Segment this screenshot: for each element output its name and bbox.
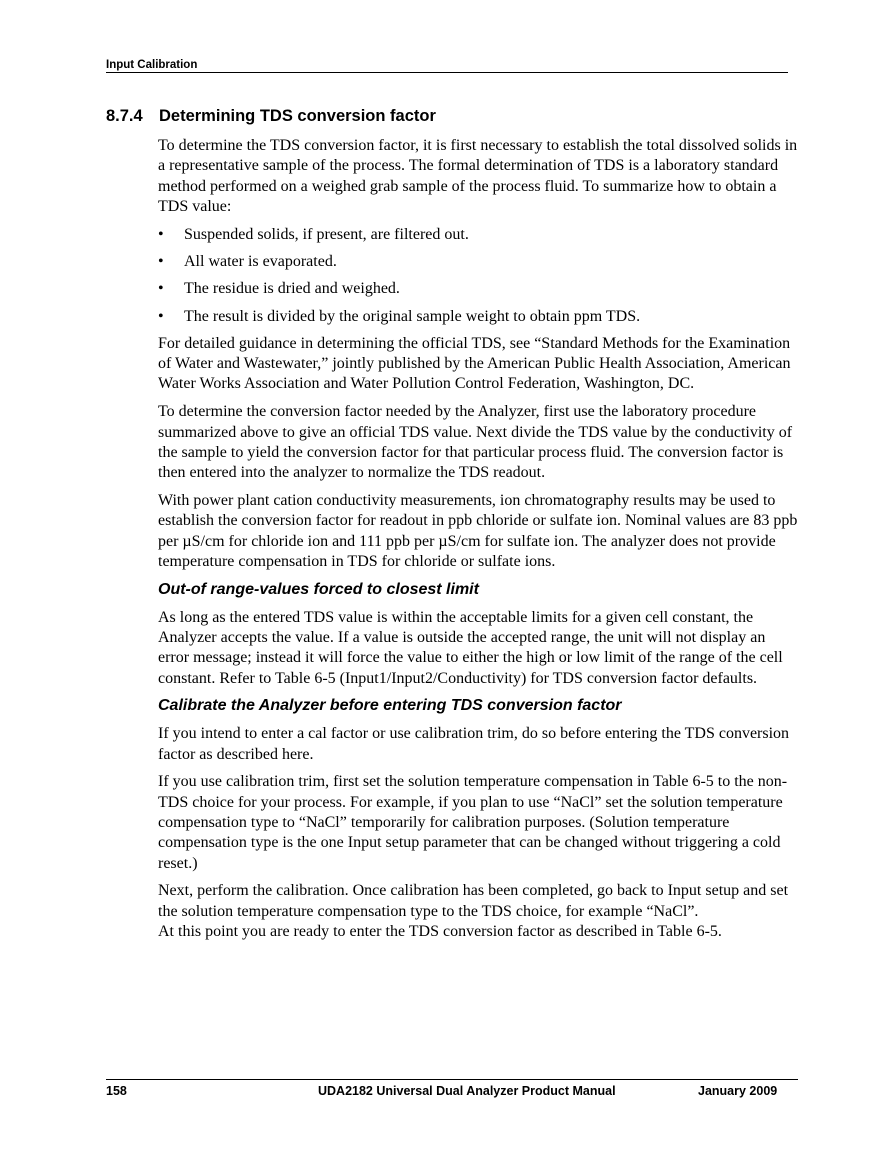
- bullet-icon: •: [158, 252, 164, 270]
- footer-rule: [106, 1079, 798, 1080]
- body-text: [158, 136, 798, 950]
- list-item: • All water is evaporated.: [158, 252, 798, 272]
- subsection-heading-range: Out-of range-values forced to closest limit: [158, 580, 479, 598]
- page-number: 158: [106, 1084, 127, 1098]
- section-number: 8.7.4: [106, 107, 143, 125]
- running-header: Input Calibration: [106, 59, 788, 73]
- range-paragraph: As long as the entered TDS value is within the acceptable limits for a given cell constant, the Analyzer accepts the value. If a value is outside the accepted range, the unit will not display an error message; instead it will force the value to either the high or low limit of the range of the cell constant. Refer to Table 6-5 (Input1/Input2/Conductivity) for TDS conversion factor defaults.: [158, 608, 783, 687]
- publication-date: January 2009: [698, 1084, 778, 1098]
- list-item: • The residue is dried and weighed.: [158, 279, 798, 299]
- bullet-icon: •: [158, 225, 164, 243]
- cation-paragraph: With power plant cation conductivity measurements, ion chromatography results may be used to establish the conversion factor for readout in ppb chloride or sulfate ion. Nominal values are 83 ppb per µS/cm for chloride ion and 111 ppb per µS/cm for sulfate ion. The analyzer does not provide temperature compensation in TDS for chloride or sulfate ions.: [158, 491, 798, 570]
- manual-title: UDA2182 Universal Dual Analyzer Product Manual: [318, 1084, 616, 1098]
- bullet-icon: •: [158, 280, 164, 298]
- tds-steps-list: [158, 225, 798, 327]
- ready-paragraph: At this point you are ready to enter the TDS conversion factor as described in Table 6-5.: [158, 923, 722, 940]
- section-title: Determining TDS conversion factor: [159, 107, 436, 125]
- next-paragraph: Next, perform the calibration. Once calibration has been completed, go back to Input setup and set the solution temperature compensation type to the TDS choice, for example “NaCl”.: [158, 882, 789, 920]
- subsection-heading-calibrate: Calibrate the Analyzer before entering TDS conversion factor: [158, 697, 622, 715]
- guidance-paragraph: For detailed guidance in determining the official TDS, see “Standard Methods for the Examination of Water and Wastewater,” jointly published by the American Public Health Association, American Water Works Association and Water Pollution Control Federation, Washington, DC.: [158, 334, 791, 393]
- intro-paragraph: To determine the TDS conversion factor, it is first necessary to establish the total dissolved solids in a representative sample of the process. The formal determination of TDS is a laboratory standard method performed on a weighed grab sample of the process fluid. To summarize how to obtain a TDS value:: [158, 137, 798, 215]
- cal-factor-paragraph: If you intend to enter a cal factor or use calibration trim, do so before entering the TDS conversion factor as described here.: [158, 725, 790, 763]
- section-heading: [106, 107, 436, 126]
- conversion-paragraph: To determine the conversion factor needed by the Analyzer, first use the laboratory procedure summarized above to give an official TDS value. Next divide the TDS value by the conductivity of the sample to yield the conversion factor for that particular process fluid. The conversion factor is then entered into the analyzer to normalize the TDS readout.: [158, 403, 793, 482]
- list-item: • The result is divided by the original sample weight to obtain ppm TDS.: [158, 307, 798, 327]
- bullet-icon: •: [158, 307, 164, 325]
- trim-paragraph: If you use calibration trim, first set the solution temperature compensation in Table 6-5 to the non-TDS choice for your process. For example, if you plan to use “NaCl” set the solution temperature compensation type to “NaCl” temporarily for calibration purposes. (Solution temperature compensation type is the one Input setup parameter that can be changed without triggering a cold reset.): [158, 773, 788, 872]
- list-item: • Suspended solids, if present, are filtered out.: [158, 225, 798, 245]
